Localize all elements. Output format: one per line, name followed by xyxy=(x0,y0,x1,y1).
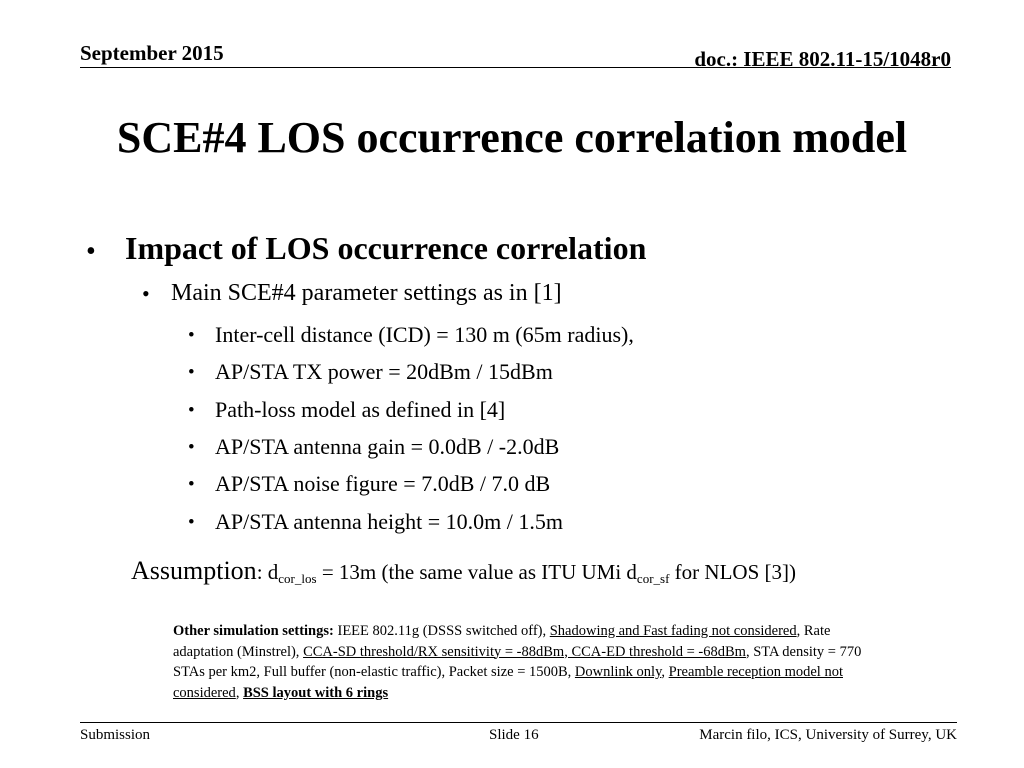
bullet-level3-marker: • xyxy=(188,400,195,421)
other-settings-text: , xyxy=(235,684,244,701)
assumption-sub-cor-sf: cor_sf xyxy=(636,571,670,586)
bullet-level3-item: AP/STA antenna height = 10.0m / 1.5m xyxy=(215,509,563,534)
bullet-level3-item: AP/STA noise figure = 7.0dB / 7.0 dB xyxy=(215,471,551,496)
slide-title: SCE#4 LOS occurrence correlation model xyxy=(116,113,908,162)
footer-author: Marcin filo, ICS, University of Surrey, UK xyxy=(699,727,957,743)
footer-slide-number: Slide 16 xyxy=(489,727,539,743)
assumption-text-a: : d xyxy=(256,560,279,584)
bullet-level2: Main SCE#4 parameter settings as in [1] xyxy=(171,280,562,306)
bullet-level3-item: Inter-cell distance (ICD) = 130 m (65m radius), xyxy=(215,322,634,347)
other-settings-underlined: Preamble reception model not considered xyxy=(173,664,843,701)
assumption-sub-cor-los: cor_los xyxy=(278,571,317,586)
bullet-level3-marker: • xyxy=(188,437,195,458)
header-doc-id: doc.: IEEE 802.11-15/1048r0 xyxy=(694,47,951,71)
header-date: September 2015 xyxy=(80,41,224,65)
assumption-text-c: for NLOS [3]) xyxy=(669,560,796,584)
other-simulation-settings xyxy=(173,621,863,703)
assumption-label: Assumption xyxy=(131,556,257,585)
other-settings-text: , STA density = 770 STAs per km2, Full buffer (non-elastic traffic), Packet size = 1500B, xyxy=(173,643,862,680)
bullet-level3-marker: • xyxy=(188,512,195,533)
bullet-level3-marker: • xyxy=(188,325,195,346)
footer-submission: Submission xyxy=(80,727,151,743)
header-divider xyxy=(80,67,951,68)
bullet-level1: Impact of LOS occurrence correlation xyxy=(125,230,647,266)
other-settings-label: Other simulation settings: xyxy=(173,623,334,639)
footer-divider xyxy=(80,722,957,723)
other-settings-bss-layout: BSS layout with 6 rings xyxy=(243,684,389,701)
other-settings-underlined: Shadowing and Fast fading not considered xyxy=(549,623,797,639)
bullet-level2-marker: • xyxy=(142,281,150,306)
other-settings-text: , xyxy=(661,664,669,680)
bullet-level1-marker: • xyxy=(86,236,96,267)
assumption-text-b: = 13m (the same value as ITU UMi d xyxy=(316,560,637,584)
bullet-level3-item: Path-loss model as defined in [4] xyxy=(215,397,506,422)
bullet-level3-marker: • xyxy=(188,474,195,495)
bullet-level3-item: AP/STA antenna gain = 0.0dB / -2.0dB xyxy=(215,434,560,459)
other-settings-text: , Rate adaptation (Minstrel), xyxy=(173,623,831,660)
other-settings-underlined: CCA-SD threshold/RX sensitivity = -88dBm, CCA-ED threshold = -68dBm xyxy=(303,643,746,660)
bullet-level3-item: AP/STA TX power = 20dBm / 15dBm xyxy=(215,359,553,384)
bullet-level3-marker: • xyxy=(188,362,195,383)
other-settings-underlined: Downlink only xyxy=(574,664,662,680)
other-settings-text: IEEE 802.11g (DSSS switched off), xyxy=(333,623,550,639)
assumption-line xyxy=(131,556,796,587)
